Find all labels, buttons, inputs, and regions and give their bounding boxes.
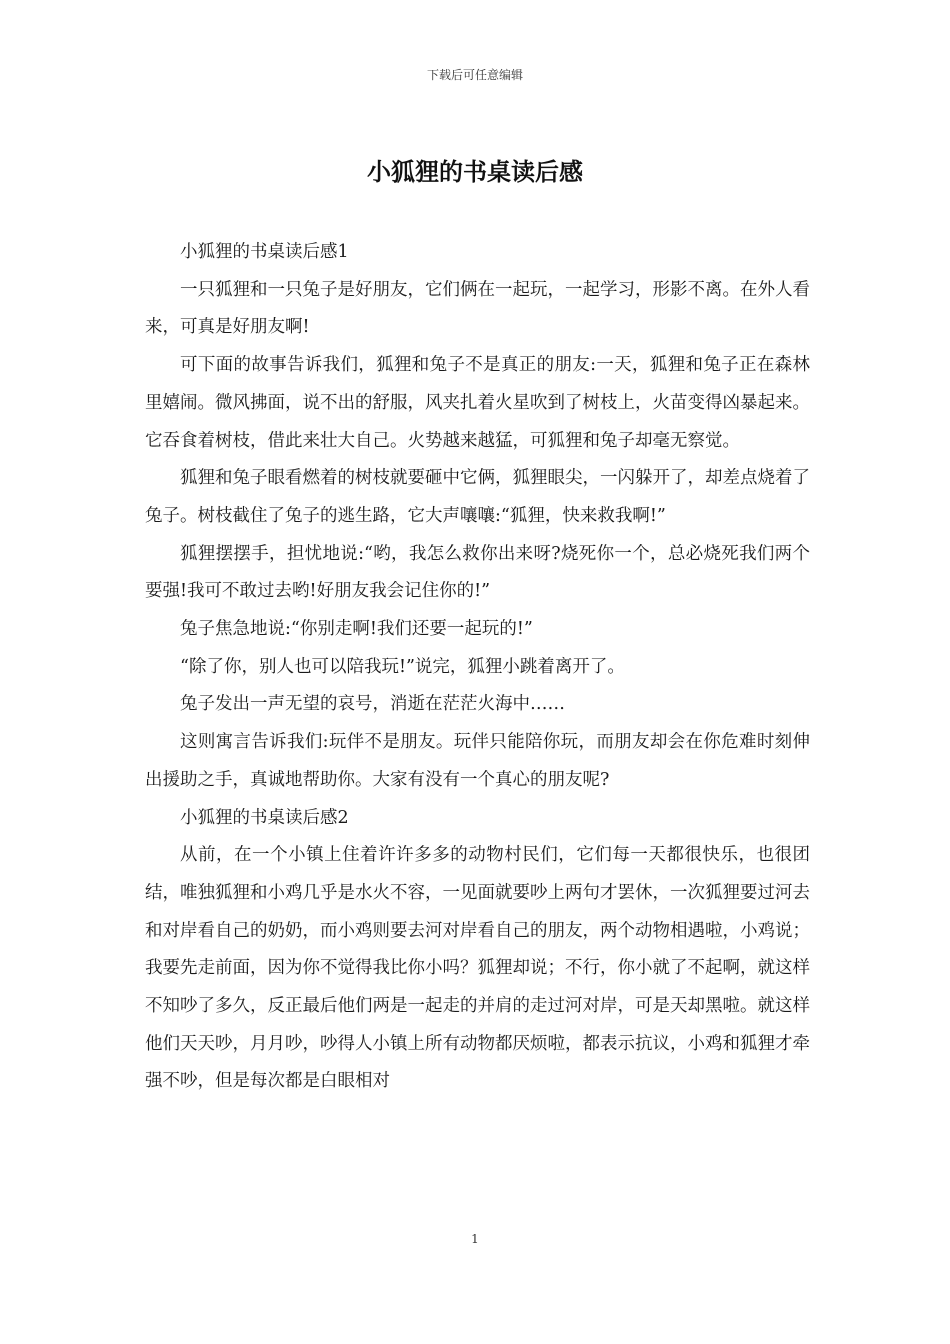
paragraph: 可下面的故事告诉我们，狐狸和兔子不是真正的朋友:一天，狐狸和兔子正在森林里嬉闹。微风拂面，说不出的舒服，风夹扎着火星吹到了树枝上，火苗变得凶暴起来。它吞食着树枝，借此来壮大自己。火势越来越猛，可狐狸和兔子却毫无察觉。 bbox=[145, 355, 810, 451]
paragraph: 一只狐狸和一只兔子是好朋友，它们俩在一起玩，一起学习，形影不离。在外人看来，可真是好朋友啊! bbox=[145, 279, 810, 338]
page-number: 1 bbox=[471, 1232, 479, 1246]
paragraph: 小狐狸的书桌读后感1 bbox=[180, 242, 349, 262]
page-header: 下载后可任意编辑 bbox=[426, 68, 523, 82]
paragraph: 兔子焦急地说:“你别走啊!我们还要一起玩的!” bbox=[180, 619, 533, 640]
paragraph: 小狐狸的书桌读后感2 bbox=[180, 807, 349, 828]
document-title: 小狐狸的书桌读后感 bbox=[367, 157, 583, 186]
paragraph: 兔子发出一声无望的哀号，消逝在茫茫火海中…… bbox=[180, 694, 565, 715]
paragraph: 狐狸和兔子眼看燃着的树枝就要砸中它俩，狐狸眼尖，一闪躲开了，却差点烧着了兔子。树枝截住了兔子的逃生路，它大声嚷嚷:“狐狸，快来救我啊!” bbox=[145, 468, 810, 526]
paragraph: 这则寓言告诉我们:玩伴不是朋友。玩伴只能陪你玩，而朋友却会在你危难时刻伸出援助之手，真诚地帮助你。大家有没有一个真心的朋友呢? bbox=[145, 732, 810, 790]
paragraph: 狐狸摆摆手，担忧地说:“哟，我怎么救你出来呀?烧死你一个，总必烧死我们两个要强!我可不敢过去哟!好朋友我会记住你的!” bbox=[145, 543, 810, 602]
paragraph: “除了你，别人也可以陪我玩!”说完，狐狸小跳着离开了。 bbox=[180, 656, 625, 677]
paragraph: 从前，在一个小镇上住着许许多多的动物村民们，它们每一天都很快乐，也很团结，唯独狐狸和小鸡几乎是水火不容，一见面就要吵上两句才罢休，一次狐狸要过河去和对岸看自己的奶奶，而小鸡则要去河对岸看自己的朋友，两个动物相遇啦，小鸡说；我要先走前面，因为你不觉得我比你小吗？狐狸却说；不行，你小就了不起啊，就这样不知吵了多久，反正最后他们两是一起走的并肩的走过河对岸，可是天却黑啦。就这样他们天天吵，月月吵，吵得人小镇上所有动物都厌烦啦，都表示抗议，小鸡和狐狸才牵强不吵，但是每次都是白眼相对 bbox=[145, 845, 810, 1092]
document-body bbox=[145, 234, 810, 1101]
